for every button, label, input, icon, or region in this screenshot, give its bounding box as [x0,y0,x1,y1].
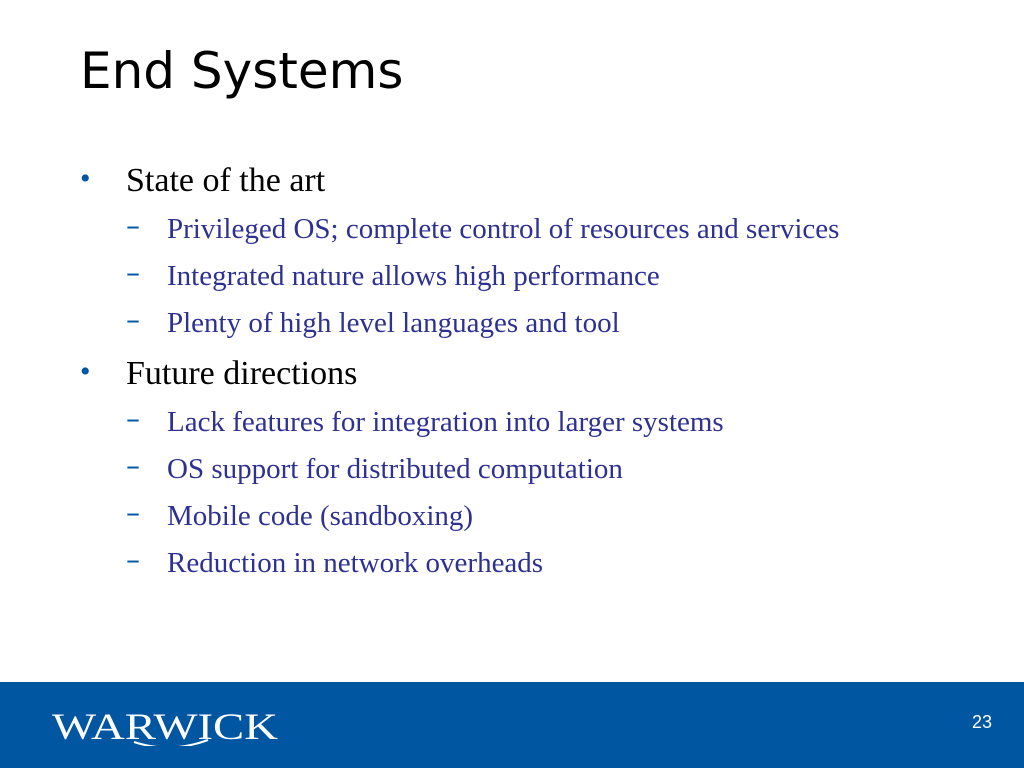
sub-bullet-list [126,399,960,587]
dash-icon: – [126,303,140,336]
footer-bar [0,682,1024,768]
dash-icon: – [126,543,140,576]
dash-icon: – [126,402,140,435]
sub-bullet-item [126,399,847,446]
sub-bullet-text: Integrated nature allows high performance [167,260,660,292]
bullet-item-future-directions [80,349,960,587]
bullet-list [80,156,960,589]
bullet-icon: • [80,162,91,195]
bullet-icon: • [80,355,91,388]
dash-icon: – [126,496,140,529]
slide-title: End Systems [80,42,404,100]
sub-bullet-item [126,206,847,253]
sub-bullet-item [126,446,847,493]
sub-bullet-item [126,493,847,540]
sub-bullet-item [126,300,847,347]
dash-icon: – [126,209,140,242]
sub-bullet-text: Privileged OS; complete control of resources and services [167,213,840,245]
dash-icon: – [126,449,140,482]
bullet-item-state-of-the-art [80,156,960,347]
bullet-text: Future directions [126,355,358,392]
sub-bullet-list [126,206,960,347]
sub-bullet-text: Lack features for integration into larger systems [167,406,724,438]
sub-bullet-text: Mobile code (sandboxing) [167,500,474,532]
logo-wordmark: WARWICK [52,707,279,746]
bullet-text: State of the art [126,162,326,199]
page-number: 23 [971,712,992,732]
warwick-logo [52,706,282,746]
sub-bullet-item [126,253,847,300]
dash-icon: – [126,256,140,289]
sub-bullet-text: Plenty of high level languages and tool [167,307,620,339]
sub-bullet-text: Reduction in network overheads [167,547,544,579]
sub-bullet-text: OS support for distributed computation [167,453,623,485]
sub-bullet-item [126,540,847,587]
